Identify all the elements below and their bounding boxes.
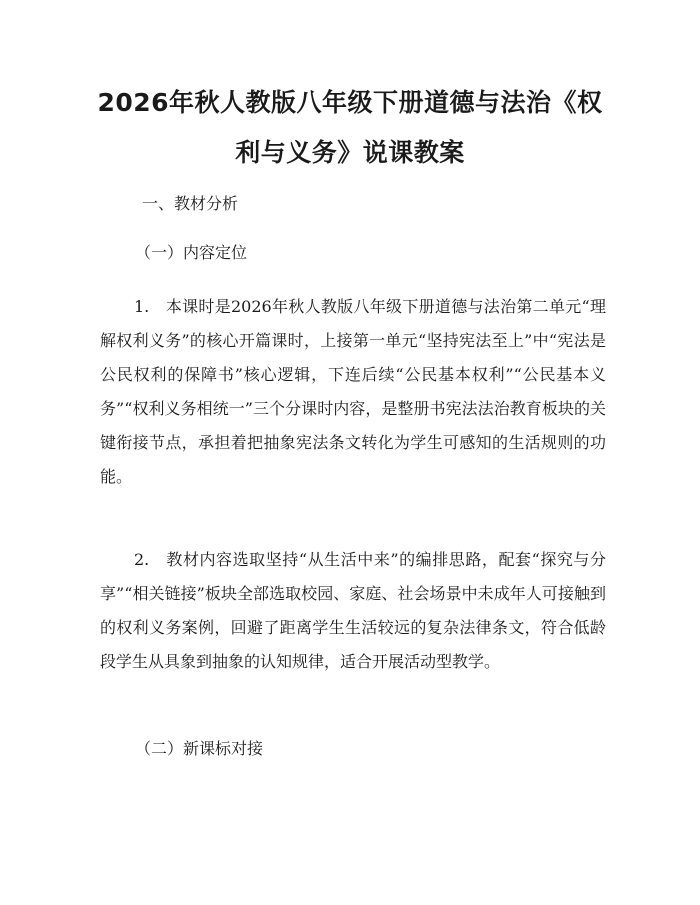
- document-title: 2026年秋人教版八年级下册道德与法治《权利与义务》说课教案: [97, 88, 603, 167]
- paragraph-2: 2. 教材内容选取坚持“从生活中来”的编排思路，配套“探究与分享”“相关链接”板块全部选取校园、家庭、社会场景中未成年人可接触到的权利义务案例，回避了距离学生生活较远的复杂法律条文，符合低龄段学生从具象到抽象的认知规律，适合开展活动型教学。: [100, 550, 606, 671]
- section-heading-textbook-analysis: 一、教材分析: [142, 194, 239, 213]
- subsection-heading-content-positioning: （一）内容定位: [135, 243, 248, 262]
- paragraph-1: 1. 本课时是2026年秋人教版八年级下册道德与法治第二单元“理解权利义务”的核心开篇课时，上接第一单元“坚持宪法至上”中“宪法是公民权利的保障书”核心逻辑，下连后续“公民基本权利”“公民基本义务”“权利义务相统一”三个分课时内容，是整册书宪法法治教育板块的关键衔接节点，承担着把抽象宪法条文转化为学生可感知的生活规则的功能。: [100, 297, 606, 486]
- subsection-heading-curriculum-standards: （二）新课标对接: [135, 739, 264, 758]
